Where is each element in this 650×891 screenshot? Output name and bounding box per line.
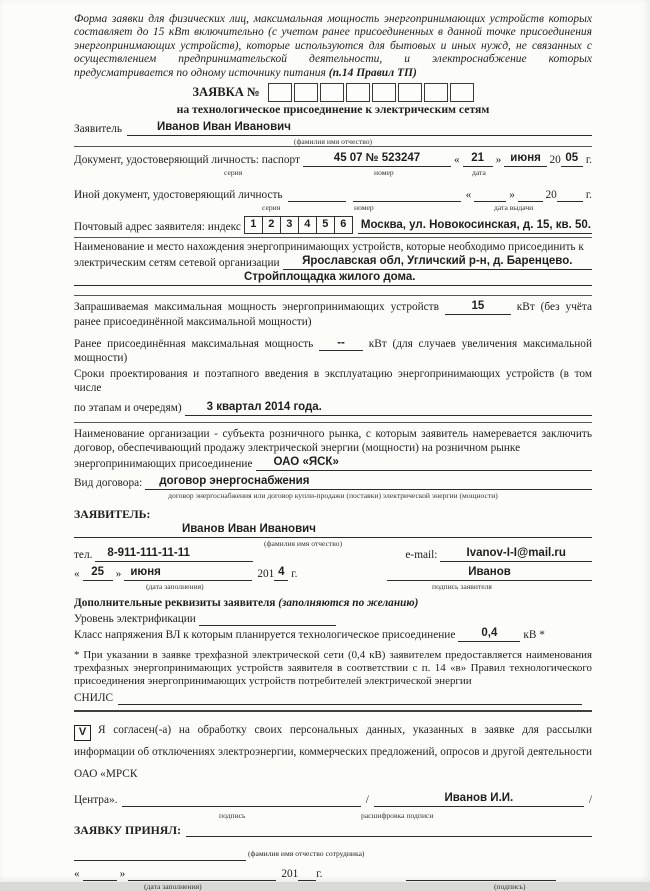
applicant-signature-hint: подпись заявителя — [432, 582, 492, 592]
other-doc-series-field[interactable] — [288, 186, 346, 202]
postal-address-label: Почтовый адрес заявителя: индекс — [74, 221, 241, 234]
intro-rule-reference: (п.14 Правил ТП) — [328, 66, 417, 79]
quote-close: » — [495, 154, 502, 167]
accepted-sign-hint: (подпись) — [494, 881, 526, 891]
fill-year-suffix: г. — [291, 568, 298, 581]
other-doc-month-field[interactable] — [518, 186, 543, 202]
quote-open: « — [74, 568, 80, 581]
consent-signature-row — [74, 791, 592, 807]
contract-type-row — [74, 474, 592, 490]
previous-power-paragraph — [74, 336, 592, 365]
previous-power-field[interactable]: -- — [319, 336, 363, 351]
postal-index-digit[interactable]: 6 — [334, 216, 353, 234]
retail-org-label-tail: энергопринимающих присоединение — [74, 457, 253, 470]
accepted-year-prefix: 201 — [281, 867, 299, 880]
consent-checkbox[interactable]: V — [74, 725, 91, 741]
accepted-signature-field[interactable] — [406, 865, 556, 881]
contract-type-hints — [74, 490, 592, 500]
phone-email-row — [74, 546, 592, 562]
snils-row — [74, 689, 592, 705]
identity-series-hint: серия — [224, 168, 243, 178]
other-doc-number-hint: номер — [354, 203, 374, 213]
quote-close: » — [119, 867, 126, 880]
retail-org-field[interactable]: ОАО «ЯСК» — [256, 455, 593, 471]
section-divider — [74, 146, 592, 147]
additional-title: Дополнительные реквизиты заявителя — [74, 597, 279, 610]
application-number-cell[interactable] — [450, 83, 474, 102]
previous-power-label: Ранее присоединённая максимальная мощность — [74, 337, 314, 350]
consent-decode-hint: расшифровка подписи — [361, 810, 434, 820]
postal-index-digit[interactable]: 1 — [244, 216, 263, 234]
accepted-name-field[interactable] — [186, 821, 592, 837]
retail-org-row — [74, 455, 592, 471]
fill-date-signature-hints — [74, 581, 592, 591]
other-doc-year-prefix: 20 — [545, 189, 557, 202]
consent-sign-hint: подпись — [219, 810, 246, 820]
section-divider — [74, 295, 592, 296]
devices-location-label-tail: электрическим сетям сетевой организации — [74, 257, 280, 270]
snils-label: СНИЛС — [74, 691, 114, 704]
devices-location-label: Наименование и место нахождения энергопринимающих устройств, которые необходимо присоединить к — [74, 241, 584, 254]
application-number-cell[interactable] — [424, 83, 448, 102]
postal-index-digit[interactable]: 2 — [262, 216, 281, 234]
electrification-field[interactable] — [199, 610, 336, 626]
other-doc-number-field[interactable] — [353, 186, 461, 202]
section-divider — [74, 422, 592, 423]
commissioning-label-tail: по этапам и очередям) — [74, 402, 182, 415]
email-field[interactable]: Ivanov-I-I@mail.ru — [440, 546, 592, 562]
other-doc-hints — [74, 202, 592, 212]
requested-power-field[interactable]: 15 — [445, 299, 511, 314]
accepted-hints — [74, 881, 592, 891]
passport-series-number-field[interactable]: 45 07 № 523247 — [303, 151, 451, 167]
postal-address-field[interactable]: Москва, ул. Новокосинская, д. 15, кв. 50. — [358, 218, 592, 234]
applicant-signature-field[interactable]: Иванов — [387, 565, 592, 581]
intro-paragraph — [74, 13, 592, 80]
retail-org-label: Наименование организации - субъекта розничного рынка, с которым заявитель намеревается заключить договор, обеспечивающий продажу электрической энергии (мощности) на розничном рынке — [74, 427, 592, 454]
devices-location-field-line2[interactable]: Стройплощадка жилого дома. — [74, 270, 592, 286]
passport-year-field[interactable]: 05 — [561, 151, 583, 167]
fill-month-field[interactable]: июня — [124, 565, 252, 581]
identity-doc-row — [74, 151, 592, 167]
postal-address-row — [74, 216, 592, 234]
accepted-date-hint: (дата заполнения) — [144, 881, 202, 891]
electrification-row — [74, 610, 336, 626]
postal-index-digit[interactable]: 4 — [298, 216, 317, 234]
other-doc-year-suffix: г. — [585, 189, 592, 202]
other-doc-row — [74, 186, 592, 202]
voltage-class-field[interactable]: 0,4 — [458, 626, 520, 642]
footnote-text: * При указании в заявке трехфазной электрической сети (0,4 кВ) заявителем предоставляется наименования трехфазных энергопринимающих устройств заявителя в соответствии с п. 14 «в» Правил технологического присоединения энергопринимающих устройств потребителей электрической энергии — [74, 649, 592, 688]
application-number-cell[interactable] — [398, 83, 422, 102]
voltage-class-label: Класс напряжения ВЛ к которым планируется технологическое присоединение — [74, 629, 456, 642]
applicant-block-name-hints — [74, 538, 592, 549]
passport-month-field[interactable]: июня — [504, 151, 546, 167]
section-divider — [74, 237, 592, 238]
accepted-employee-field[interactable] — [74, 845, 246, 861]
accepted-title-row — [74, 821, 592, 837]
fill-date-hint: (дата заполнения) — [146, 582, 204, 592]
quote-open: « — [453, 154, 460, 167]
accepted-year-field[interactable] — [298, 865, 316, 881]
snils-field[interactable] — [118, 689, 582, 705]
application-number-cell[interactable] — [346, 83, 370, 102]
fill-day-field[interactable]: 25 — [83, 565, 113, 581]
intro-text: Форма заявки для физических лиц, максимальная мощность энергопринимающих устройств которых составляет до 15 кВт включительно (с учетом ранее присоединенных в данной точке присоединения энергопринимающих устройств), которые используются для бытовых и иных нужд, не связанных с осуществлением предпринимательской деятельности, и электроснабжение которых предусматривается по одному источнику питания — [74, 13, 592, 79]
contract-type-label: Вид договора: — [74, 476, 143, 489]
quote-close: » — [509, 189, 515, 202]
previous-power-suffix: кВт (для случаев увеличения максимальной мощности) — [74, 337, 593, 365]
other-doc-series-hint: серия — [262, 203, 281, 213]
application-number-cell[interactable] — [294, 83, 318, 102]
applicant-name-hint: (фамилия имя отчество) — [293, 137, 373, 147]
contract-type-hint: договор энергоснабжения или договор купли-продажи (поставки) электрической энергии (мощности) — [168, 491, 498, 501]
applicant-name-field[interactable]: Иванов Иван Иванович — [127, 120, 592, 136]
other-doc-label: Иной документ, удостоверяющий личность — [74, 189, 283, 202]
devices-location-row — [74, 254, 592, 270]
other-doc-day-field[interactable] — [474, 186, 506, 202]
identity-doc-hints — [74, 167, 592, 177]
email-label: e-mail: — [405, 549, 438, 562]
voltage-class-row — [74, 626, 592, 642]
application-number-cell[interactable] — [268, 83, 292, 102]
fill-year-field[interactable]: 4 — [274, 565, 288, 581]
consent-text: Я согласен(-а) на обработку своих персональных данных, указанных в заявке для рассылки информации об отключениях электроэнергии, коммерческих предложений, опросов и другой деятельности ОАО «МРСК — [74, 723, 592, 780]
accepted-title: ЗАЯВКУ ПРИНЯЛ: — [74, 822, 182, 837]
applicant-label: Заявитель — [74, 123, 122, 136]
identity-number-hint: номер — [374, 168, 394, 178]
consent-hints — [74, 807, 592, 819]
application-subtitle: на технологическое присоединение к электрическим сетям — [176, 103, 490, 117]
passport-year-suffix: г. — [585, 154, 592, 167]
slash: / — [365, 793, 369, 806]
requested-power-label: Запрашиваемая максимальная мощность энергопринимающих устройств — [74, 301, 439, 314]
application-title: ЗАЯВКА № — [192, 84, 260, 99]
application-number-row — [74, 82, 592, 102]
commissioning-label: Сроки проектирования и поэтапного введения в эксплуатацию энергопринимающих устройств (в том числе — [74, 368, 592, 395]
applicant-block-name-hint: (фамилия имя отчество) — [264, 539, 343, 549]
consent-paragraph — [74, 719, 592, 785]
applicant-block-name-field[interactable]: Иванов Иван Иванович — [74, 522, 592, 538]
quote-open: « — [465, 189, 472, 202]
section-divider-thick — [74, 710, 592, 712]
electrification-label: Уровень электрификации — [74, 613, 196, 626]
additional-title-line — [74, 596, 592, 610]
fill-year-prefix: 201 — [257, 568, 275, 581]
postal-index-boxes — [245, 216, 353, 234]
passport-year-prefix: 20 — [549, 154, 561, 167]
other-doc-year-field[interactable] — [557, 186, 583, 202]
voltage-class-suffix: кВ * — [523, 629, 545, 642]
devices-location-field-line1[interactable]: Ярославская обл, Угличский р-н, д. Баренцево. — [283, 254, 592, 270]
quote-close: » — [115, 568, 122, 581]
identity-doc-label: Документ, удостоверяющий личность: паспорт — [74, 154, 300, 167]
phone-field[interactable]: 8-911-111-11-11 — [95, 546, 253, 562]
fill-date-signature-row — [74, 565, 592, 581]
accepted-date-row — [74, 865, 592, 881]
accepted-month-field[interactable] — [128, 865, 276, 881]
additional-title-note: (заполняются по желанию) — [278, 597, 419, 610]
consent-text-tail: Центра». — [74, 793, 118, 806]
requested-power-suffix: кВт (без учёта ранее присоединённой максимальной мощности) — [74, 301, 592, 328]
other-doc-date-hint: дата выдачи — [494, 203, 534, 213]
accepted-employee-hint: (фамилия имя отчество сотрудника) — [248, 848, 365, 858]
applicant-block-title: ЗАЯВИТЕЛЬ: — [74, 507, 151, 522]
identity-date-hint: дата — [472, 168, 486, 178]
commissioning-row — [74, 400, 592, 416]
accepted-employee-row — [74, 845, 592, 861]
contract-type-field[interactable]: договор энергоснабжения — [145, 474, 592, 490]
consent-signature-name-field[interactable]: Иванов И.И. — [374, 791, 584, 807]
requested-power-paragraph — [74, 299, 592, 328]
application-number-cell[interactable] — [320, 83, 344, 102]
quote-open: « — [74, 867, 80, 880]
passport-day-field[interactable]: 21 — [463, 151, 493, 167]
accepted-day-field[interactable] — [83, 865, 117, 881]
consent-signature-field[interactable] — [122, 791, 360, 807]
slash: / — [588, 793, 592, 806]
accepted-year-suffix: г. — [316, 867, 323, 880]
phone-label: тел. — [74, 549, 93, 562]
postal-index-digit[interactable]: 5 — [316, 216, 335, 234]
applicant-hints — [74, 136, 592, 146]
commissioning-field[interactable]: 3 квартал 2014 года. — [185, 400, 592, 416]
postal-index-digit[interactable]: 3 — [280, 216, 299, 234]
applicant-row — [74, 120, 592, 136]
application-number-cell[interactable] — [372, 83, 396, 102]
